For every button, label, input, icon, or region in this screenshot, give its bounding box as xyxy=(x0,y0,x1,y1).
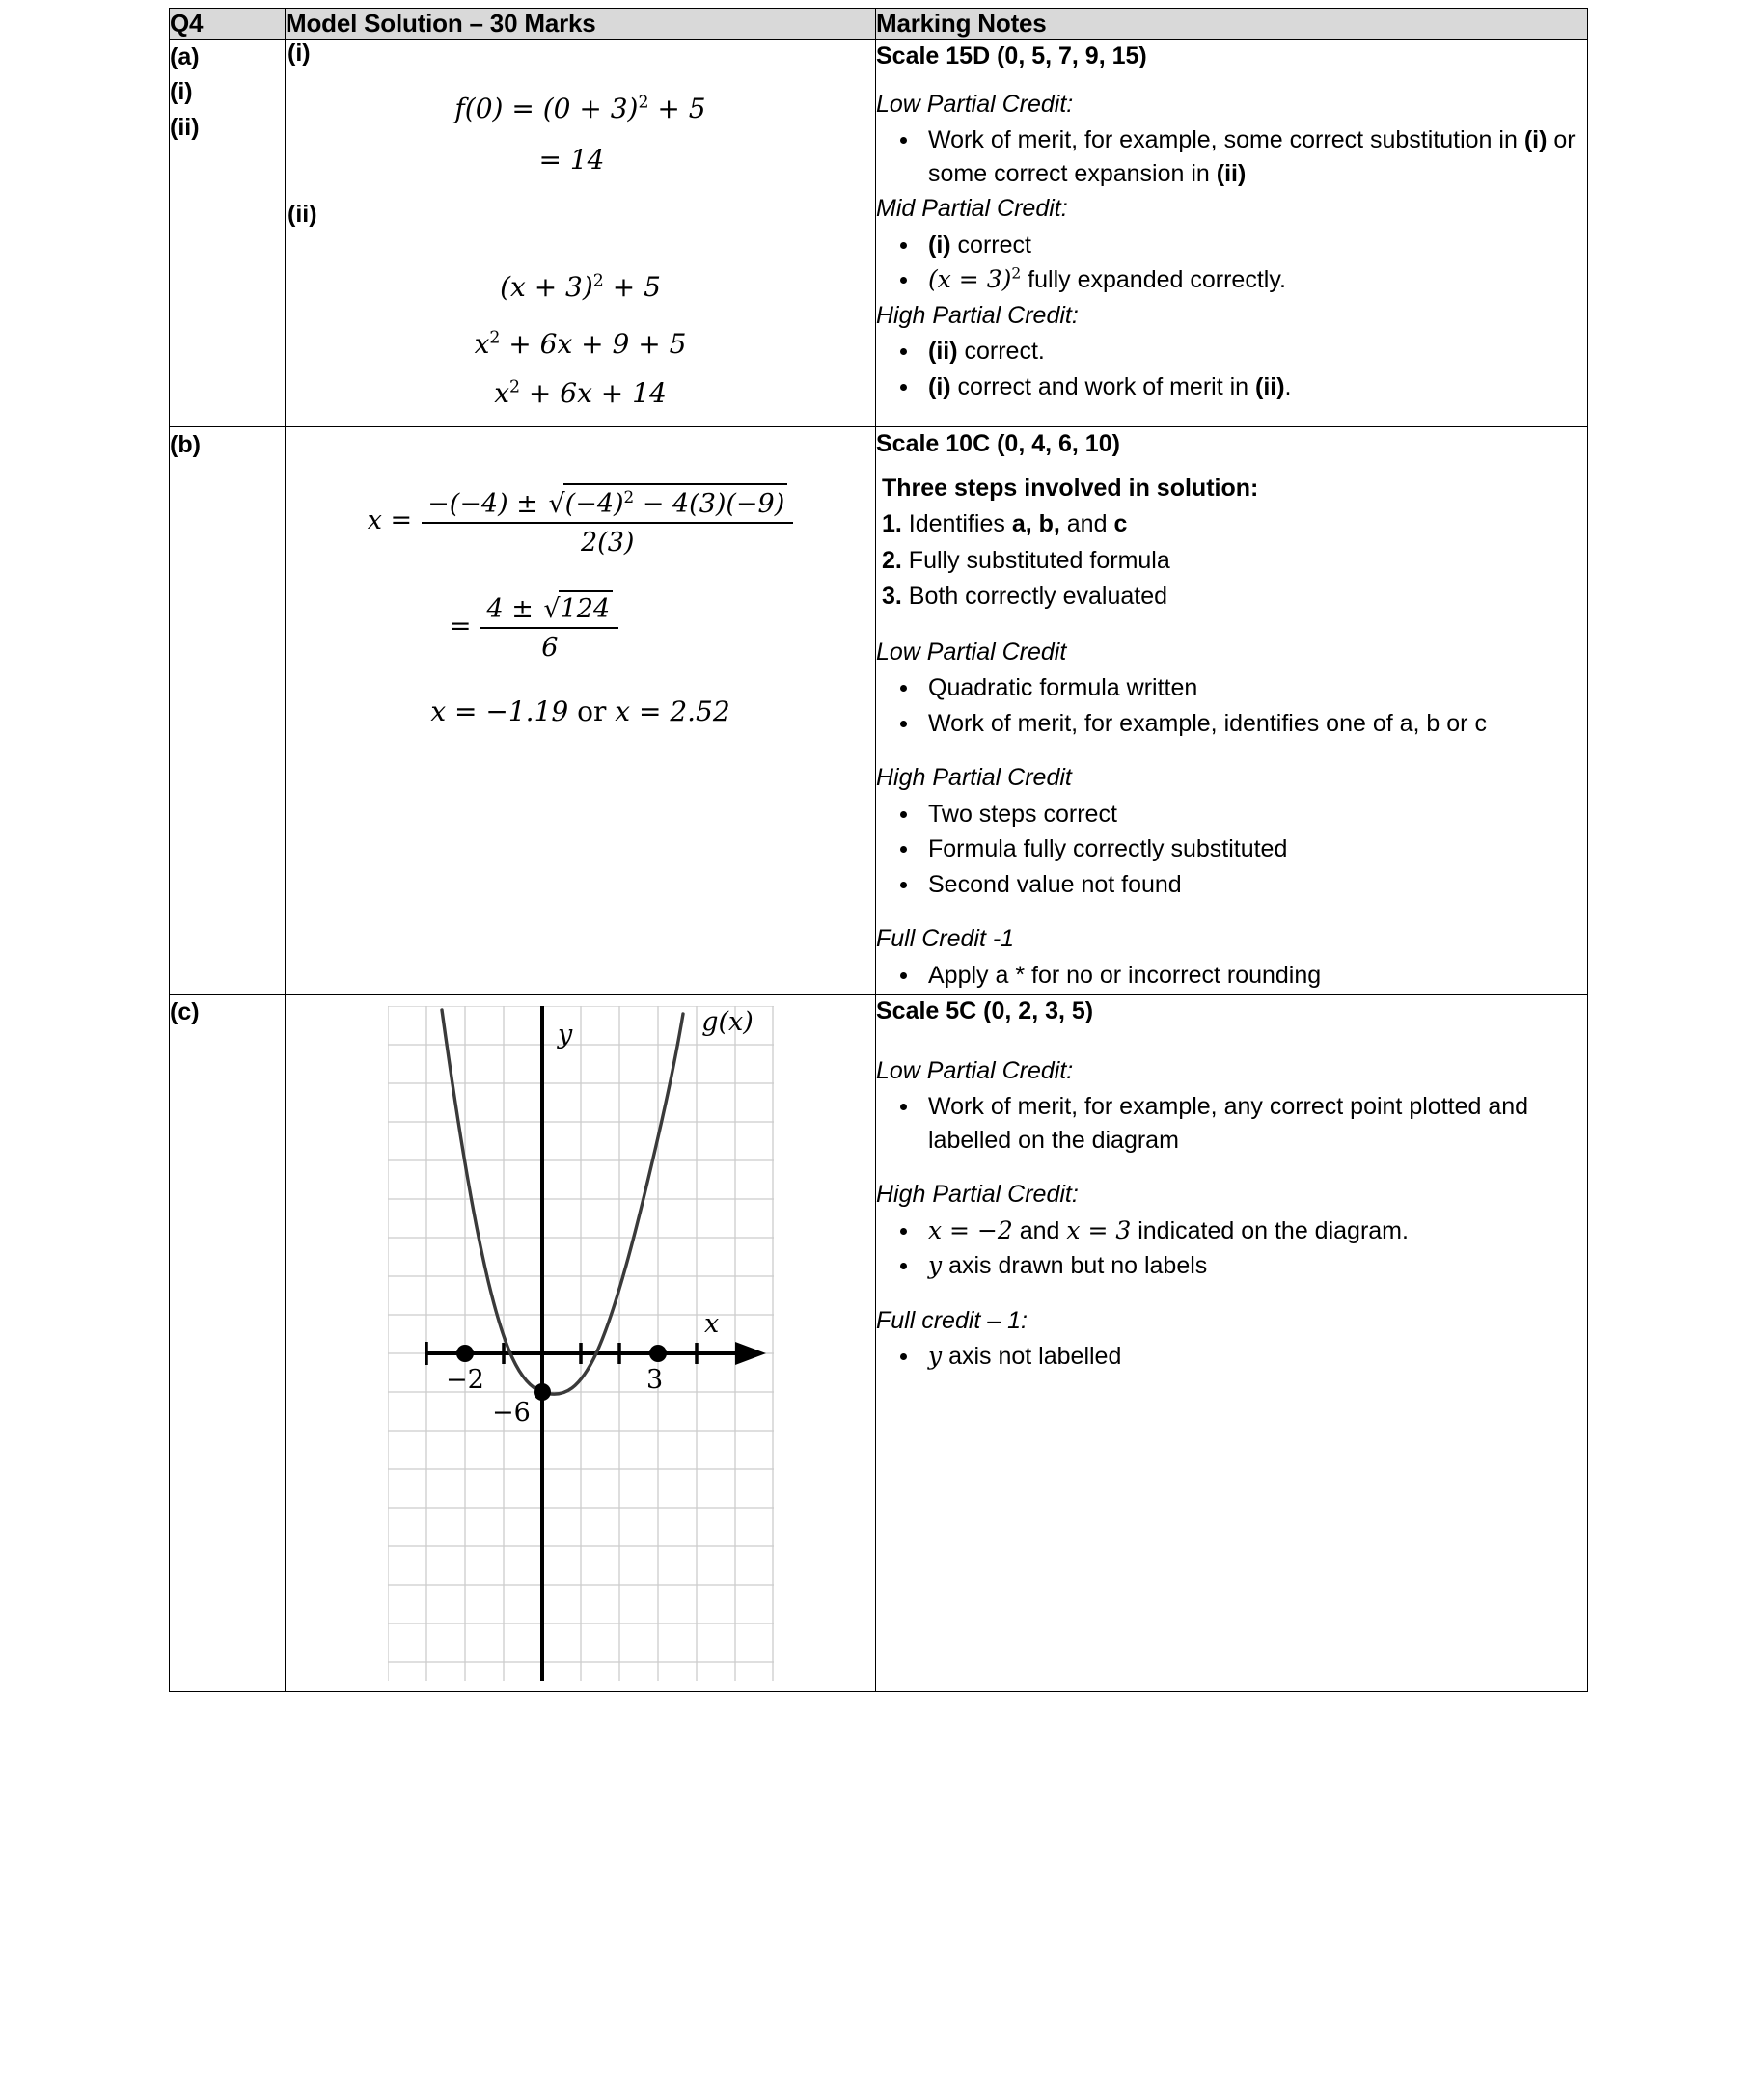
parabola-curve xyxy=(442,1010,683,1394)
table-row-b xyxy=(170,427,1588,995)
credit-title-high-c: High Partial Credit: xyxy=(876,1181,1079,1208)
credit-title-low-a: Low Partial Credit: xyxy=(876,90,1074,118)
label-a: (a) xyxy=(170,43,200,70)
credit-title-low-c: Low Partial Credit: xyxy=(876,1056,1074,1084)
notes-cell-b xyxy=(876,427,1588,995)
equation-f0-result: = 14 xyxy=(538,144,605,176)
credit-list-mid-a xyxy=(876,229,1587,297)
list-item: • (i) correct and work of merit in (ii). xyxy=(920,370,1587,404)
credit-title-low-b: Low Partial Credit xyxy=(876,638,1067,666)
solution-part-i-label: (i) xyxy=(288,40,311,67)
list-item: • y axis drawn but no labels xyxy=(920,1249,1587,1283)
equation-f0: $f(0) = (0 + 3)^2 + 5$ xyxy=(454,93,706,124)
table-row-a xyxy=(170,40,1588,427)
y-axis-label: y xyxy=(557,1020,572,1050)
label-b: (b) xyxy=(170,431,201,458)
list-item: • Formula fully correctly substituted xyxy=(920,832,1587,866)
list-item: • (ii) correct. xyxy=(920,335,1587,368)
x-axis-label: x xyxy=(703,1309,719,1339)
root-point-3 xyxy=(649,1345,667,1362)
solution-part-ii-label: (ii) xyxy=(288,201,317,228)
equation-quadratic-answer: x = −1.19 or x = 2.52 xyxy=(430,695,730,727)
parabola-graph xyxy=(286,995,875,1691)
list-item: • Apply a * for no or incorrect rounding xyxy=(920,959,1587,993)
credit-list-high-a xyxy=(876,335,1587,403)
credit-list-full-c xyxy=(876,1340,1587,1374)
credit-title-full-c: Full credit – 1: xyxy=(876,1306,1028,1334)
step-3: 3. Both correctly evaluated xyxy=(882,583,1168,610)
equation-expand-2: $x^2 + 6x + 9 + 5$ xyxy=(474,328,687,360)
x-axis-arrow xyxy=(735,1342,766,1365)
parabola-graph-svg xyxy=(388,1006,774,1681)
header-model-solution: Model Solution – 30 Marks xyxy=(286,9,876,40)
credit-list-full-b xyxy=(876,959,1587,993)
x-tick-label-3: 3 xyxy=(645,1365,663,1395)
solution-cell-a xyxy=(286,40,876,427)
credit-list-low-a xyxy=(876,123,1587,190)
list-item: • x = −2 and x = 3 indicated on the diagram. xyxy=(920,1214,1587,1248)
header-marking-notes: Marking Notes xyxy=(876,9,1588,40)
equation-quadratic-step2: = $\frac{4 \pm √124}{6}$ xyxy=(286,590,875,663)
credit-title-mid-a: Mid Partial Credit: xyxy=(876,195,1068,222)
label-a-i: (i) xyxy=(170,78,193,106)
scale-label-b: Scale 10C (0, 4, 6, 10) xyxy=(876,430,1120,457)
list-item: • Two steps correct xyxy=(920,798,1587,832)
label-a-ii: (ii) xyxy=(170,113,200,141)
label-c: (c) xyxy=(170,998,200,1025)
x-tick-label-minus2: −2 xyxy=(445,1365,484,1395)
question-label-c xyxy=(170,995,286,1692)
notes-cell-a xyxy=(876,40,1588,427)
list-item: • Work of merit, for example, some correct substitution in (i) or some correct expansion in (ii) xyxy=(920,123,1587,190)
y-intercept-point xyxy=(534,1383,551,1401)
table-row-c xyxy=(170,995,1588,1692)
credit-list-high-b xyxy=(876,798,1587,902)
credit-title-high-a: High Partial Credit: xyxy=(876,301,1079,329)
step-2: 2. Fully substituted formula xyxy=(882,546,1170,574)
list-item: • Quadratic formula written xyxy=(920,671,1587,705)
credit-list-low-c xyxy=(876,1090,1587,1157)
list-item: • (i) correct xyxy=(920,229,1587,262)
equation-expand-3: $x^2 + 6x + 14$ xyxy=(494,377,667,409)
scale-label-c: Scale 5C (0, 2, 3, 5) xyxy=(876,997,1094,1024)
step-1: 1. Identifies a, b, and c xyxy=(882,510,1128,537)
credit-title-full-b: Full Credit -1 xyxy=(876,925,1015,952)
table-header-row xyxy=(170,9,1588,40)
list-item: • Work of merit, for example, any correct point plotted and labelled on the diagram xyxy=(920,1090,1587,1157)
root-point-minus2 xyxy=(456,1345,474,1362)
solution-cell-b xyxy=(286,427,876,995)
list-item: • (x = 3)$^2$ fully expanded correctly. xyxy=(920,263,1587,297)
scale-label-a: Scale 15D (0, 5, 7, 9, 15) xyxy=(876,42,1147,69)
equation-expand-1: $(x + 3)^2 + 5$ xyxy=(500,271,661,303)
header-question: Q4 xyxy=(170,9,286,40)
curve-label-gx: g(x) xyxy=(700,1007,754,1037)
list-item: • Work of merit, for example, identifies one of a, b or c xyxy=(920,707,1587,741)
solution-cell-c xyxy=(286,995,876,1692)
question-label-b xyxy=(170,427,286,995)
notes-cell-c xyxy=(876,995,1588,1692)
y-tick-label-minus6: −6 xyxy=(491,1398,531,1428)
steps-title-b: Three steps involved in solution: xyxy=(882,474,1259,502)
list-item: • y axis not labelled xyxy=(920,1340,1587,1374)
question-label-a xyxy=(170,40,286,427)
credit-list-high-c xyxy=(876,1214,1587,1283)
equation-quadratic-formula: x = $\frac{-(-4) \pm √(-4)^2 - 4(3)(-9)}{2(3)}$ xyxy=(286,483,875,558)
marking-scheme-table xyxy=(169,8,1588,1692)
list-item: • Second value not found xyxy=(920,868,1587,902)
credit-list-low-b xyxy=(876,671,1587,740)
credit-title-high-b: High Partial Credit xyxy=(876,764,1072,791)
